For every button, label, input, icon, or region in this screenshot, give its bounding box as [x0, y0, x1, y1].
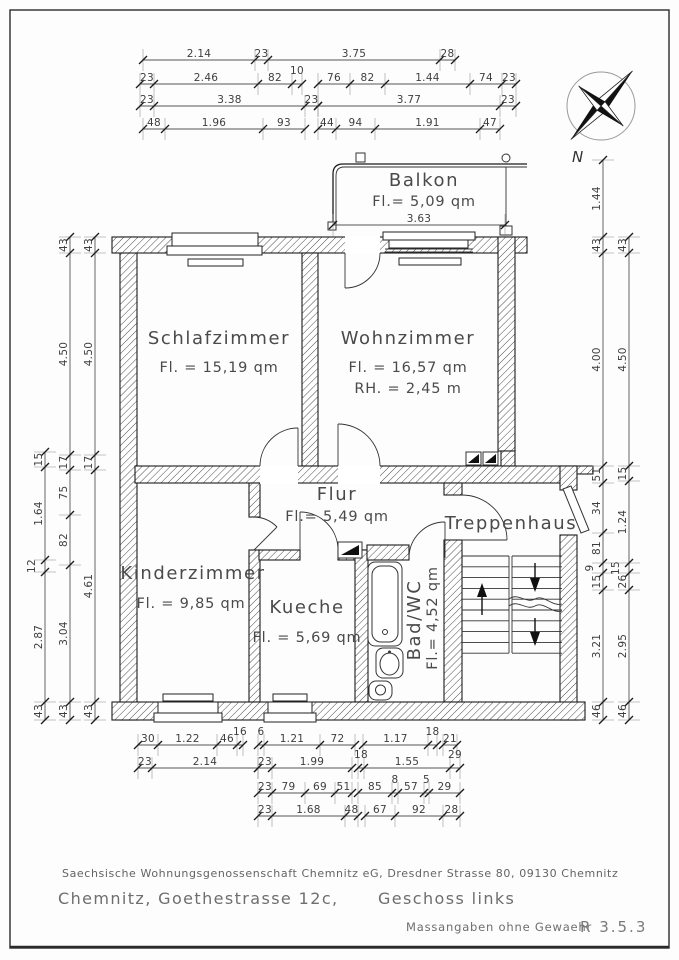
dim-chain-top_row3_left — [136, 94, 322, 117]
dim-label: 18 — [354, 749, 368, 761]
dim-label: 1.55 — [394, 756, 420, 768]
footer-company: Saechsische Wohnungsgenossenschaft Chemnitz eG, Dresdner Strasse 80, 09130 Chemnitz — [62, 867, 619, 880]
dim-label: 4.00 — [591, 347, 603, 372]
toilet-bowl — [376, 685, 386, 695]
dim-label: 26 — [617, 574, 629, 589]
walls — [112, 236, 593, 720]
dim-label: 92 — [412, 804, 426, 816]
balcony-hook — [356, 153, 365, 162]
window-wohnzimmer-sill — [399, 258, 461, 265]
bathtub-drain — [383, 630, 388, 635]
dim-label: 51 — [336, 781, 351, 793]
dim-label: 43 — [83, 704, 95, 718]
window-schlafzimmer — [172, 233, 258, 246]
room-label-kinderzimmer: Kinderzimmer — [120, 563, 266, 584]
dim-label: 48 — [344, 804, 359, 816]
dim-label: 47 — [483, 117, 497, 129]
dim-label: 23 — [502, 72, 516, 84]
room-label-balkon: Balkon — [388, 170, 460, 191]
dim-label: 15 — [610, 561, 622, 575]
door-arc-balkon — [345, 253, 380, 288]
dim-label: 23 — [254, 48, 269, 60]
dim-label: 51 — [591, 467, 603, 482]
wall-corner — [501, 451, 515, 466]
window-wohnzimmer-frame — [389, 240, 468, 248]
dim-label: 3.75 — [341, 48, 367, 60]
dim-label: 43 — [58, 238, 70, 252]
dim-label: 15 — [33, 452, 45, 467]
window-schlafzimmer-frame — [167, 246, 262, 255]
wall-right-upper — [498, 237, 515, 451]
room-label-bad: Bad/WC — [404, 579, 425, 661]
dim-label: 16 — [233, 726, 247, 738]
wall-flur-trepp-lower — [444, 540, 462, 702]
dim-label: 30 — [141, 733, 155, 745]
dim-label: 3.21 — [591, 633, 603, 659]
compass — [549, 51, 655, 166]
wall-divider-schlaf-wohn — [302, 253, 318, 466]
dim-label: 28 — [440, 48, 455, 60]
dim-label: 94 — [348, 117, 363, 129]
dim-chain-top_row2_right — [314, 72, 520, 95]
dim-label: 1.22 — [175, 733, 200, 745]
dim-chain-top_row4_right — [314, 117, 504, 140]
dim-label: 46 — [617, 704, 629, 718]
dim-label: 6 — [257, 726, 265, 738]
dim-label: 15 — [591, 574, 603, 589]
footer-disclaimer: Massangaben ohne Gewaehr — [406, 920, 593, 934]
dim-chain-bottom_row2_a — [134, 756, 262, 779]
dim-chain-bottom_row4_a — [254, 804, 362, 827]
dim-label: 34 — [591, 501, 603, 515]
dim-chain-bottom_row1_a — [134, 726, 247, 756]
window-wohnzimmer-slab — [383, 232, 475, 240]
dim-label: 43 — [33, 704, 45, 718]
room-label-wohnzimmer: Wohnzimmer — [340, 328, 476, 349]
dim-chain-bottom_row3_a — [254, 781, 356, 804]
dim-chain-top_row4_left — [139, 117, 309, 140]
dim-label: 3.63 — [406, 213, 432, 225]
room-label-kueche: Kueche — [269, 597, 345, 618]
wall-trepp-right-upper — [560, 466, 577, 490]
stairs — [462, 556, 562, 653]
dim-label: 46 — [220, 733, 234, 745]
dim-chain-bottom_row2_c — [354, 749, 464, 779]
dim-label: 79 — [281, 781, 296, 793]
dim-label: 10 — [290, 65, 304, 77]
bath-fixtures — [368, 562, 403, 700]
dim-label: 4.50 — [617, 347, 629, 372]
dim-label: 93 — [277, 117, 291, 129]
dim-label: 74 — [479, 72, 493, 84]
dim-label: 23 — [501, 94, 515, 106]
dim-label: 4.61 — [83, 573, 95, 599]
dim-label: 29 — [437, 781, 452, 793]
footer — [58, 867, 647, 936]
dim-label: 18 — [425, 726, 440, 738]
dim-chain-top_row2_left — [136, 65, 306, 95]
dim-label: 3.04 — [58, 621, 70, 646]
dim-label: 5 — [423, 774, 430, 786]
room-area-flur: Fl.= 5,49 qm — [285, 509, 389, 525]
dim-label: 2.14 — [192, 756, 218, 768]
dim-chain-bottom_row4_b — [361, 804, 464, 827]
window-kinderzimmer-sill — [163, 694, 213, 701]
wall-kinder-kueche-upper — [249, 483, 260, 517]
dim-label: 1.24 — [617, 509, 629, 535]
dim-label: 2.14 — [186, 48, 212, 60]
footer-address: Chemnitz, Goethestrasse 12c, — [58, 889, 339, 908]
dim-label: 1.91 — [415, 117, 440, 129]
dim-label: 48 — [147, 117, 161, 129]
dim-label: 1.68 — [296, 804, 321, 816]
room-height-wohnzimmer: RH. = 2,45 m — [354, 381, 462, 397]
dim-label: 57 — [404, 781, 418, 793]
sink-basin — [380, 653, 399, 675]
window-schlafzimmer-sill — [188, 259, 243, 266]
stair-down-arrowhead — [530, 578, 540, 592]
dim-chain-top_row3_right — [314, 94, 520, 117]
dim-label: 82 — [268, 72, 282, 84]
dim-label: 1.64 — [33, 501, 45, 526]
dim-label: 1.44 — [415, 72, 440, 84]
room-area-schlafzimmer: Fl. = 15,19 qm — [159, 360, 279, 376]
dim-chain-left_inner — [83, 233, 106, 724]
stair-down-arrowhead — [530, 632, 540, 646]
dim-label: 82 — [360, 72, 375, 84]
dim-label: 23 — [304, 94, 319, 106]
dim-label: 69 — [313, 781, 327, 793]
wall-trepp-right-lower — [560, 535, 577, 720]
dim-label: 2.95 — [617, 633, 629, 659]
dim-label: 46 — [591, 704, 603, 718]
room-area-kinderzimmer: Fl. = 9,85 qm — [136, 596, 246, 612]
dim-label: 3.38 — [217, 94, 242, 106]
dim-label: 44 — [320, 117, 334, 129]
door-arc-schlafzimmer — [260, 428, 298, 466]
dim-label: 82 — [58, 533, 70, 547]
dim-label: 43 — [591, 238, 603, 252]
dim-label: 17 — [58, 455, 70, 470]
room-area-kueche: Fl. = 5,69 qm — [252, 630, 362, 646]
stair-break-line — [509, 597, 562, 605]
dim-chain-left_mid — [58, 233, 81, 724]
door-opening-schlafzimmer — [260, 465, 298, 484]
dim-label: 2.87 — [33, 624, 45, 650]
dim-label: 17 — [83, 455, 95, 470]
dim-label: 21 — [443, 733, 457, 745]
dim-label: 23 — [258, 781, 272, 793]
wall-bad-top — [367, 545, 409, 560]
room-label-flur: Flur — [316, 484, 358, 505]
dim-label: 4.50 — [83, 341, 95, 367]
balcony-post-cap — [502, 154, 510, 162]
dim-chain-bottom_row2_b — [254, 756, 356, 779]
dim-chain-bottom_row3_b — [354, 774, 464, 804]
dim-chain-bottom_row1_b — [254, 726, 359, 756]
window-kinderzimmer-frame — [154, 713, 222, 722]
dim-label: 75 — [58, 485, 70, 500]
wall-flur-trepp-upper — [444, 483, 462, 495]
room-area-wohnzimmer: Fl. = 16,57 qm — [348, 360, 468, 376]
dim-label: 81 — [591, 541, 603, 555]
dim-label: 23 — [140, 94, 154, 106]
dim-label: 23 — [258, 756, 272, 768]
dim-label: 3.77 — [396, 94, 422, 106]
room-area-bad: Fl.= 4,52 qm — [425, 566, 441, 670]
dim-label: 29 — [448, 749, 462, 761]
dim-label: 23 — [138, 756, 152, 768]
dim-chain-left_outer — [26, 448, 56, 724]
dim-label: 1.17 — [383, 733, 408, 745]
room-label-treppenhaus: Treppenhaus — [444, 513, 578, 534]
dim-label: 85 — [368, 781, 382, 793]
dim-label: 67 — [373, 804, 387, 816]
dim-label: 1.96 — [201, 117, 227, 129]
window-kueche-sill — [273, 694, 307, 701]
dim-label: 4.50 — [58, 341, 70, 367]
compass-star — [549, 51, 655, 160]
dim-label: 8 — [391, 774, 399, 786]
wall-kueche-top-left — [259, 550, 300, 560]
room-area-balkon: Fl.= 5,09 qm — [372, 194, 476, 210]
dim-label: 15 — [617, 466, 629, 481]
dim-label: 23 — [258, 804, 272, 816]
dim-chain-right_outer — [610, 233, 640, 724]
dim-label: 76 — [327, 72, 341, 84]
window-kueche — [268, 702, 312, 713]
wall-bad-left — [355, 550, 368, 702]
dim-label: 43 — [83, 238, 95, 252]
footer-ref: R 3.5.3 — [580, 918, 648, 936]
door-arc-bad — [409, 522, 445, 558]
sink-tap — [388, 651, 391, 654]
dim-label: 43 — [58, 704, 70, 718]
dim-label: 72 — [330, 733, 345, 745]
dim-label: 1.99 — [299, 756, 325, 768]
door-leaf-kinderzimmer — [254, 527, 277, 550]
dim-label: 2.46 — [193, 72, 219, 84]
door-opening-wohnzimmer — [338, 465, 380, 484]
footer-floor: Geschoss links — [378, 889, 516, 908]
compass-north-label: N — [572, 148, 584, 166]
door-arc-wohnzimmer — [338, 424, 380, 466]
room-label-schlafzimmer: Schlafzimmer — [147, 328, 291, 349]
stair-up-arrowhead — [477, 583, 487, 597]
dim-label: 12 — [26, 559, 38, 573]
dim-chain-bottom_row1_c — [359, 726, 441, 756]
dim-chain-right_inner — [584, 156, 614, 724]
dim-label: 9 — [584, 564, 596, 572]
dim-label: 1.44 — [591, 186, 603, 211]
dim-label: 23 — [140, 72, 154, 84]
window-kinderzimmer — [158, 702, 218, 713]
door-opening-balkon — [345, 236, 380, 254]
dim-label: 28 — [444, 804, 459, 816]
window-kueche-frame — [264, 713, 316, 722]
dim-label: 43 — [617, 238, 629, 252]
dim-label: 1.21 — [279, 733, 305, 745]
door-arc-kinderzimmer — [254, 517, 277, 527]
